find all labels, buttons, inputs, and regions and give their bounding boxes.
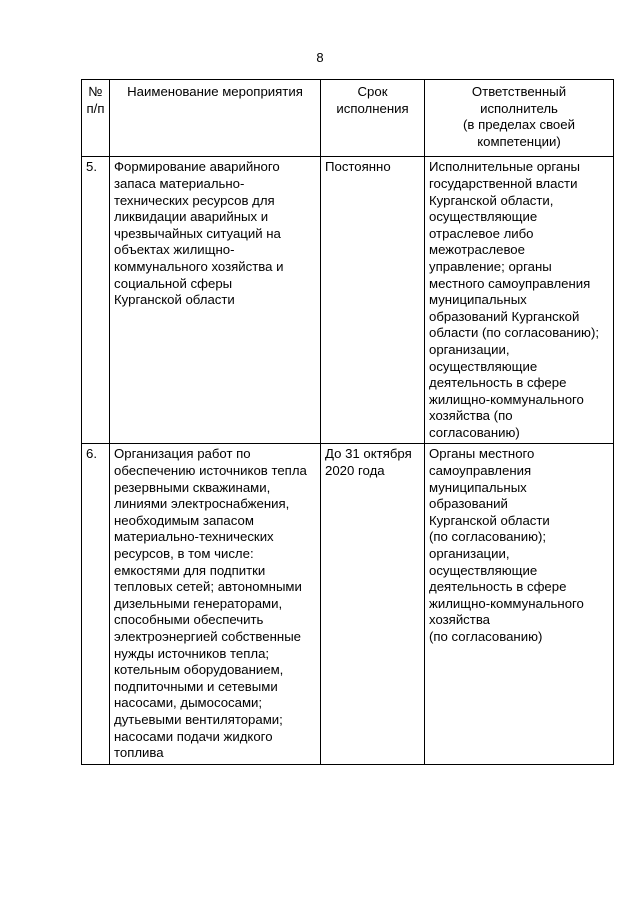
measure-name: Организация работ по обеспечению источников тепла резервными скважинами, линиями электроснабжения, необходимым запасом материально-технических ресурсов, в том числе: емкостями для подпитки тепловых сетей; автономными дизельными генераторами, способными обеспечить электроэнергией собственные нужды источников тепла; котельным оборудованием, подпиточными и сетевыми насосами, дымососами; дутьевыми вентиляторами; насосами подачи жидкого топлива xyxy=(110,444,321,764)
responsible: Исполнительные органы государственной власти Курганской области, осуществляющие отраслевое либо межотраслевое управление; органы местного самоуправления муниципальных образований Курганской области (по согласованию); организации, осуществляющие деятельность в сфере жилищно-коммунального хозяйства (по согласованию) xyxy=(425,157,614,444)
table-row xyxy=(82,444,614,764)
header-deadline: Срок исполнения xyxy=(321,80,425,157)
responsible: Органы местного самоуправления муниципальных образований Курганской области (по согласованию); организации, осуществляющие деятельность в сфере жилищно-коммунального хозяйства (по согласованию) xyxy=(425,444,614,764)
deadline: Постоянно xyxy=(321,157,425,444)
table-row xyxy=(82,157,614,444)
deadline: До 31 октября 2020 года xyxy=(321,444,425,764)
header-measure-name: Наименование мероприятия xyxy=(110,80,321,157)
page-number: 8 xyxy=(316,50,324,65)
header-responsible: Ответственный исполнитель (в пределах своей компетенции) xyxy=(425,80,614,157)
header-number: № п/п xyxy=(82,80,110,157)
measures-table xyxy=(81,79,614,765)
row-number: 6. xyxy=(82,444,110,764)
row-number: 5. xyxy=(82,157,110,444)
table-header-row xyxy=(82,80,614,157)
measure-name: Формирование аварийного запаса материально- технических ресурсов для ликвидации аварийных и чрезвычайных ситуаций на объектах жилищно- коммунального хозяйства и социальной сферы Курганской области xyxy=(110,157,321,444)
